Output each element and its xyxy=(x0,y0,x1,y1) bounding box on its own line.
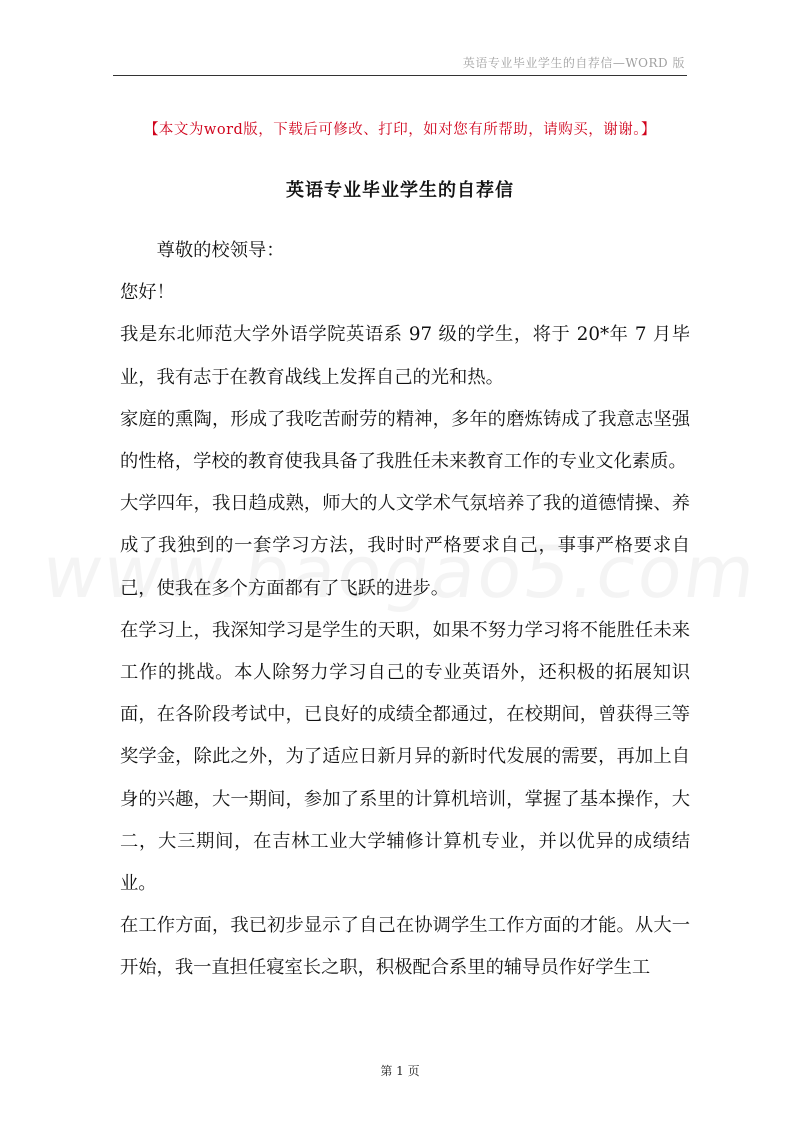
paragraph: 大学四年，我日趋成熟，师大的人文学术气氛培养了我的道德情操、养成了我独到的一套学习方法，我时时严格要求自己，事事严格要求自己，使我在多个方面都有了飞跃的进步。 xyxy=(120,493,690,599)
header-divider xyxy=(113,75,687,76)
letter-body xyxy=(120,230,690,990)
running-header: 英语专业毕业学生的自荐信—WORD 版 xyxy=(462,56,685,70)
paragraph: 在工作方面，我已初步显示了自己在协调学生工作方面的才能。从大一开始，我一直担任寝室长之职，积极配合系里的辅导员作好学生工 xyxy=(120,915,690,979)
paragraph: 家庭的熏陶，形成了我吃苦耐劳的精神，多年的磨炼铸成了我意志坚强的性格，学校的教育使我具备了我胜任未来教育工作的专业文化素质。 xyxy=(120,408,690,473)
salutation: 尊敬的校领导： xyxy=(156,240,285,261)
download-notice: 【本文为word版，下载后可修改、打印，如对您有所帮助，请购买，谢谢。】 xyxy=(143,122,657,138)
paragraph: 在学习上，我深知学习是学生的天职，如果不努力学习将不能胜任未来工作的挑战。本人除努力学习自己的专业英语外，还积极的拓展知识面，在各阶段考试中，已良好的成绩全都通过，在校期间，曾获得三等奖学金，除此之外，为了适应日新月异的新时代发展的需要，再加上自身的兴趣，大一期间，参加了系里的计算机培训，掌握了基本操作，大二，大三期间，在吉林工业大学辅修计算机专业，并以优异的成绩结业。 xyxy=(120,619,690,895)
page-number: 第 1 页 xyxy=(380,1064,420,1078)
greeting: 您好！ xyxy=(120,282,175,304)
document-title: 英语专业毕业学生的自荐信 xyxy=(286,180,514,201)
paragraph: 我是东北师范大学外语学院英语系 97 级的学生，将于 20*年 7 月毕业，我有志于在教育战线上发挥自己的光和热。 xyxy=(120,324,690,388)
